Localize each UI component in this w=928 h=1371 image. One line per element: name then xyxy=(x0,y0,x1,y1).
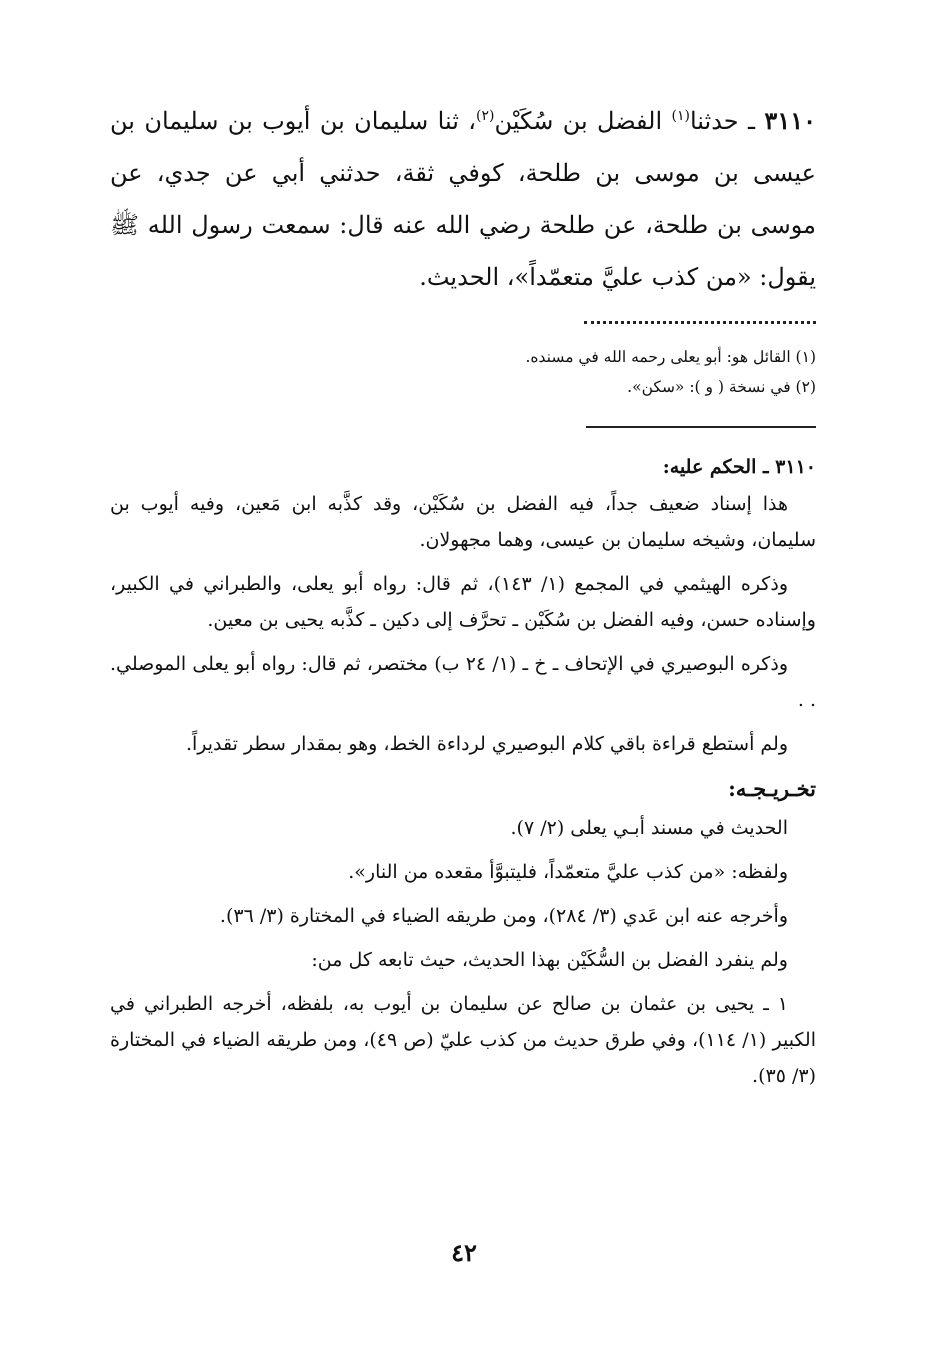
section-divider xyxy=(586,426,816,428)
ruling-paragraph-2: وذكره الهيثمي في المجمع (١/ ١٤٣)، ثم قال: رواه أبو يعلى، والطبراني في الكبير، وإسناده حسن، وفيه الفضل بن سُكَيْن ـ تحرَّف إلى دكين ـ كذَّبه يحيى بن معين. xyxy=(110,573,816,631)
takhrij-paragraph-1: الحديث في مسند أبـي يعلى (٢/ ٧). xyxy=(510,817,788,839)
footnote-marker-1: (١) xyxy=(671,108,690,124)
ruling-paragraph-4: ولم أستطع قراءة باقي كلام البوصيري لرداءة الخط، وهو بمقدار سطر تقديراً. xyxy=(185,733,788,755)
footnote-2: (٢) في نسخة ( و ): «سكن». xyxy=(627,378,816,396)
page-number: ٤٢ xyxy=(451,1238,477,1267)
ruling-paragraph-1: هذا إسناد ضعيف جداً، فيه الفضل بن سُكَيْن، وقد كذَّبه ابن مَعين، وفيه أيوب بن سليمان، وشيخه سليمان بن عيسى، وهما مجهولان. xyxy=(110,493,816,551)
ruling-paragraph-3: وذكره البوصيري في الإتحاف ـ خ ـ (١/ ٢٤ ب) مختصر، ثم قال: رواه أبو يعلى الموصلي. . . xyxy=(110,653,816,711)
takhrij-heading: تخـريـجـه: xyxy=(728,776,816,801)
ruling-heading: ٣١١٠ ـ الحكم عليه: xyxy=(662,456,816,478)
footnote-1: (١) القائل هو: أبو يعلى رحمه الله في مسنده. xyxy=(525,348,816,366)
footnote-marker-2: (٢) xyxy=(475,108,495,124)
hadith-text-part-3: ، ثنا سليمان بن أيوب بن سليمان بن عيسى بن موسى بن طلحة، كوفي ثقة، حدثني أبي عن جدي، عن موسى بن طلحة، عن طلحة رضي الله عنه قال: سمعت رسول الله ﷺ يقول: «من كذب عليَّ متعمّداً»، الحديث. xyxy=(110,107,816,291)
hadith-text-part-1: ـ حدثنا xyxy=(689,107,756,135)
footnote-separator xyxy=(584,321,816,324)
hadith-number: ٣١١٠ xyxy=(764,106,816,135)
hadith-text-part-2: الفضل بن سُكَيْن xyxy=(494,107,672,135)
page-content xyxy=(110,95,816,1094)
takhrij-paragraph-5: ١ ـ يحيى بن عثمان بن صالح عن سليمان بن أيوب به، بلفظه، أخرجه الطبراني في الكبير (١/ ١١٤)، وفي طرق حديث من كذب عليّ (ص ٤٩)، ومن طريقه الضياء في المختارة (٣/ ٣٥). xyxy=(110,993,816,1087)
takhrij-paragraph-2: ولفظه: «من كذب عليَّ متعمّداً، فليتبوَّأ مقعده من النار». xyxy=(348,861,788,883)
footnotes xyxy=(110,342,816,402)
hadith-text xyxy=(110,95,816,303)
takhrij-paragraph-3: وأخرجه عنه ابن عَدي (٣/ ٢٨٤)، ومن طريقه الضياء في المختارة (٣/ ٣٦). xyxy=(219,905,788,927)
takhrij-paragraph-4: ولم ينفرد الفضل بن السُّكَيْن بهذا الحديث، حيث تابعه كل من: xyxy=(311,949,788,971)
